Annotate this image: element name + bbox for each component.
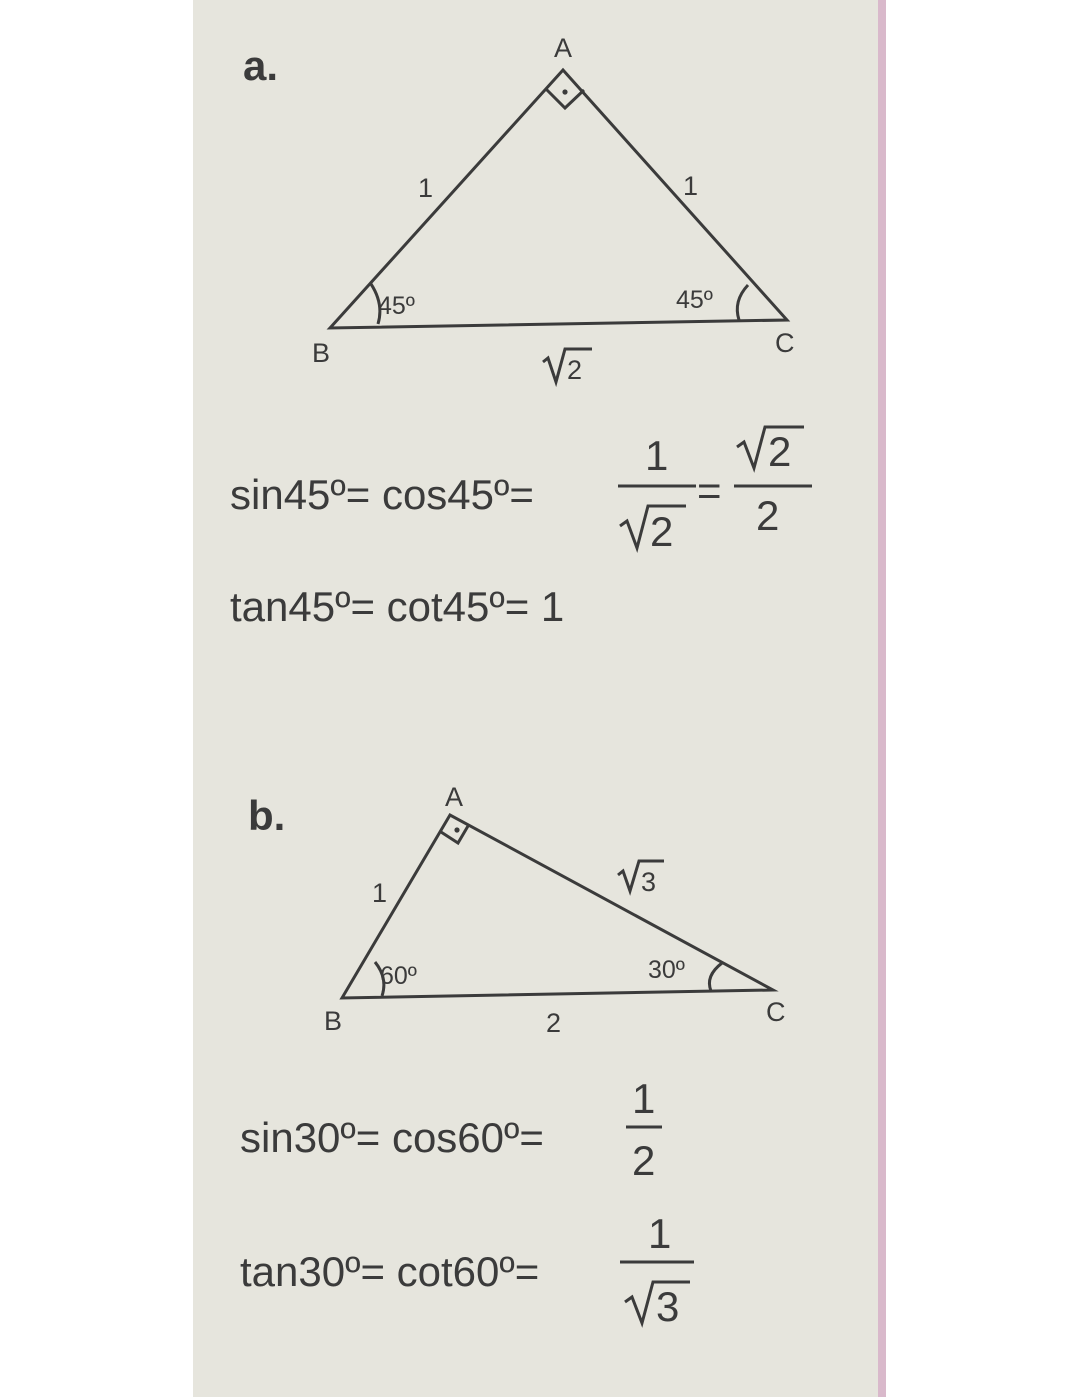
- part-a-label: a.: [243, 42, 279, 89]
- angle-arc-c-b: [709, 963, 722, 991]
- eq-a1-frac2-den: 2: [756, 492, 780, 539]
- vertex-c-label: C: [775, 328, 795, 358]
- right-angle-dot-b: [454, 827, 459, 832]
- side-ab-label: 1: [418, 173, 434, 203]
- vertex-b-label: B: [324, 1006, 343, 1036]
- side-ac-label: 1: [683, 171, 699, 201]
- right-angle-marker-b: [441, 826, 468, 843]
- eq-a1-lhs: sin45º= cos45º=: [230, 471, 534, 518]
- vertex-b-label: B: [312, 338, 331, 368]
- triangle-a: [330, 70, 787, 328]
- side-bc-value: 2: [567, 355, 583, 385]
- eq-b1-num: 1: [632, 1075, 656, 1122]
- vertex-a-label: A: [445, 782, 464, 812]
- eq-b1-lhs: sin30º= cos60º=: [240, 1114, 544, 1161]
- eq-a1-frac1-den: 2: [650, 508, 674, 555]
- side-bc-label-a: [543, 349, 592, 385]
- eq-a1-frac1-num: 1: [645, 432, 669, 479]
- angle-b-label: 45º: [378, 292, 415, 320]
- right-angle-dot-a: [562, 89, 567, 94]
- angle-c-label: 30º: [648, 956, 685, 984]
- angle-b-label: 60º: [380, 962, 417, 990]
- angle-arc-c-a: [737, 285, 748, 320]
- eq-b2-lhs: tan30º= cot60º=: [240, 1248, 540, 1295]
- eq-a1-frac2-num: 2: [768, 428, 792, 475]
- eq-a1-equals: =: [697, 467, 722, 514]
- vertex-a-label: A: [554, 33, 573, 63]
- side-bc-label: 2: [546, 1008, 562, 1038]
- side-ab-label: 1: [372, 878, 388, 908]
- eq-b1-den: 2: [632, 1137, 656, 1184]
- side-ac-value: 3: [641, 867, 657, 897]
- part-b-label: b.: [248, 792, 286, 839]
- vertex-c-label: C: [766, 997, 786, 1027]
- side-ac-label-b: [618, 861, 664, 897]
- eq-a2: tan45º= cot45º= 1: [230, 583, 565, 630]
- eq-b2-num: 1: [648, 1210, 672, 1257]
- eq-b2-den: 3: [656, 1283, 680, 1330]
- angle-c-label: 45º: [676, 286, 713, 314]
- triangle-a-outline: [330, 70, 787, 328]
